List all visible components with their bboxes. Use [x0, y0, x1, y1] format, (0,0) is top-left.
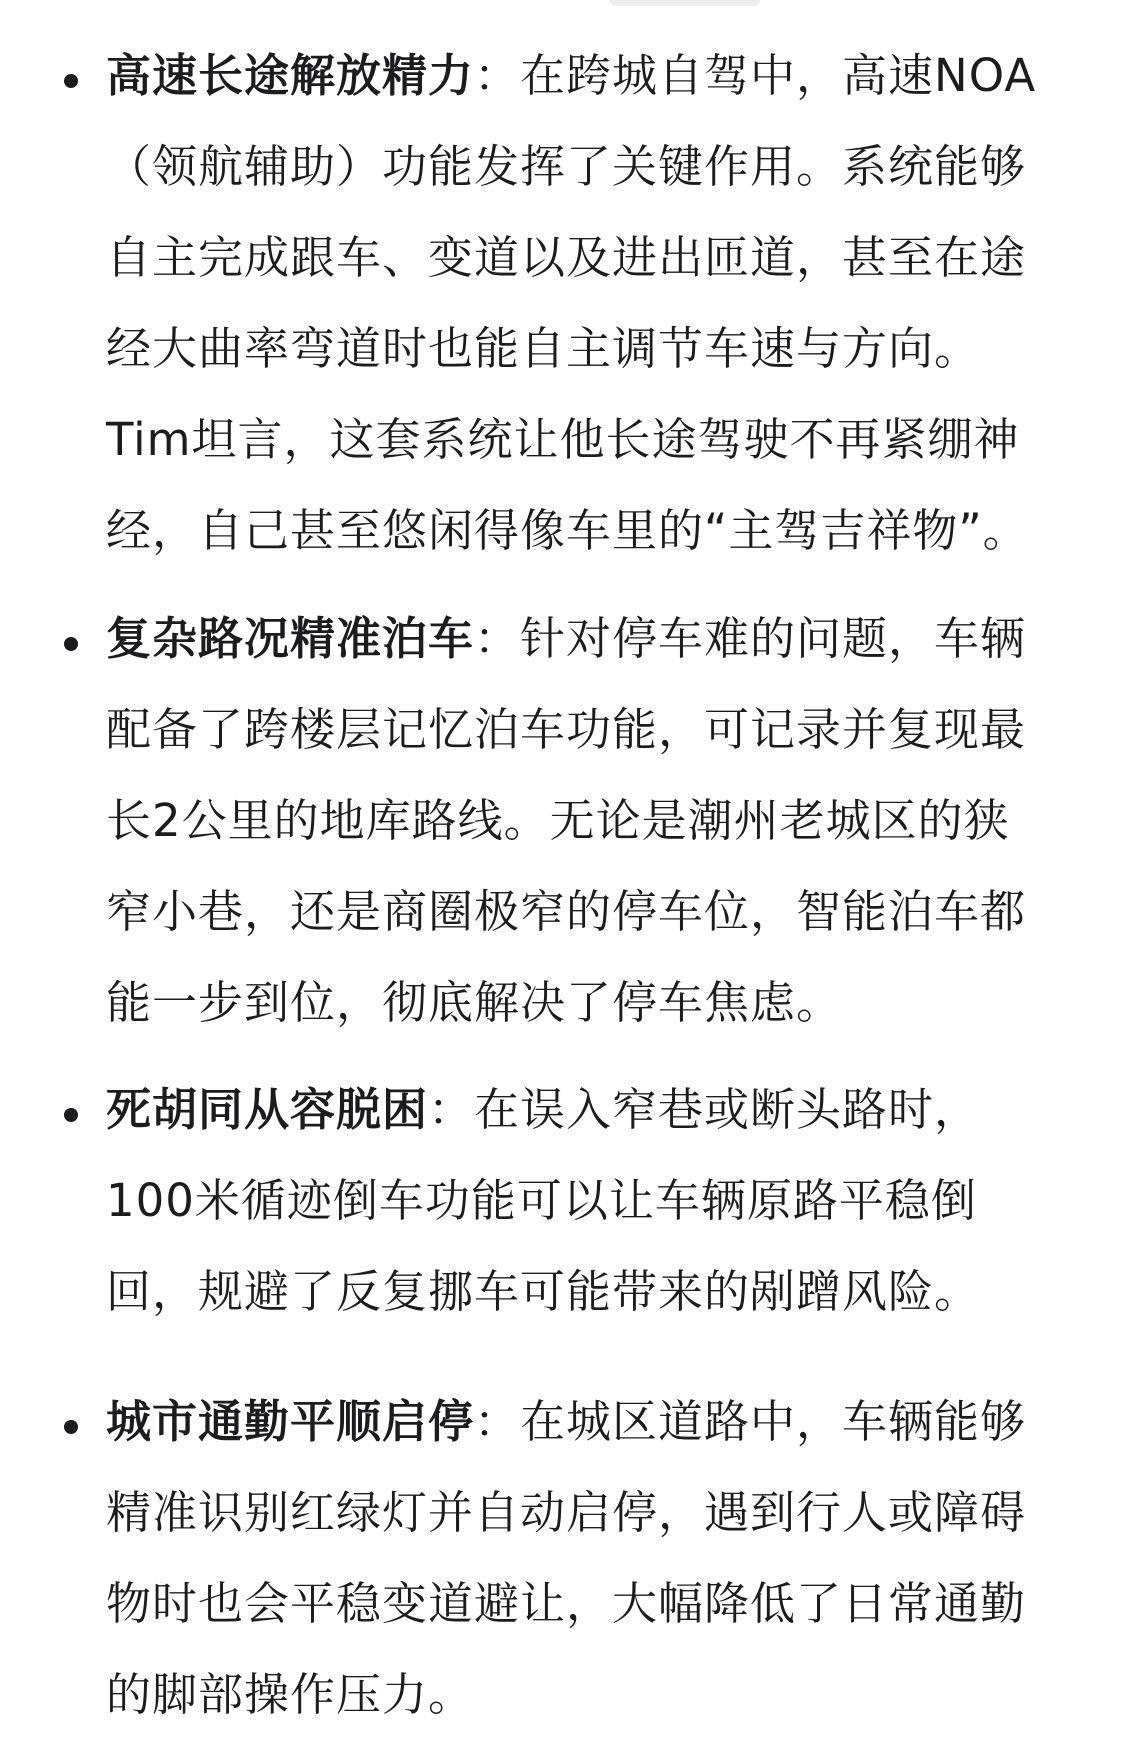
text-line: 能一步到位，彻底解决了停车焦虑。 — [106, 976, 843, 1029]
text-line: 自主完成跟车、变道以及进出匝道，甚至在途 — [106, 231, 1027, 284]
bullet-dot-icon — [64, 74, 78, 88]
bullet-dot-icon — [64, 637, 78, 651]
heading-colon: ： — [474, 1395, 521, 1448]
item-heading: 死胡同从容脱困 — [106, 1083, 429, 1136]
text-line: 窄小巷，还是商圈极窄的停车位，智能泊车都 — [106, 885, 1027, 938]
text-line-rest: 在城区道路中，车辆能够 — [520, 1395, 1027, 1448]
text-line-rest: 在跨城自驾中，高速NOA — [520, 49, 1037, 102]
text-line — [106, 593, 1096, 684]
item-heading: 高速长途解放精力 — [106, 49, 475, 102]
text-line — [106, 1064, 1096, 1155]
text-line — [106, 1376, 1096, 1467]
list-item-text — [106, 30, 1096, 576]
text-line: 回，规避了反复挪车可能带来的剐蹭风险。 — [106, 1265, 981, 1318]
bullet-dot-icon — [64, 1420, 78, 1434]
text-line: 物时也会平稳变道避让，大幅降低了日常通勤 — [106, 1577, 1027, 1630]
text-line: Tim坦言，这套系统让他长途驾驶不再紧绷神 — [106, 413, 1020, 466]
heading-colon: ： — [428, 1083, 475, 1136]
text-line: （领航辅助）功能发挥了关键作用。系统能够 — [106, 140, 1027, 193]
bullet-dot-icon — [64, 1108, 78, 1122]
text-line — [106, 30, 1096, 121]
heading-colon: ： — [474, 49, 521, 102]
heading-colon: ： — [474, 612, 521, 665]
text-line-rest: 在误入窄巷或断头路时， — [474, 1083, 981, 1136]
text-line: 100米循迹倒车功能可以让车辆原路平稳倒 — [106, 1174, 977, 1227]
item-heading: 城市通勤平顺启停 — [106, 1395, 475, 1448]
item-heading: 复杂路况精准泊车 — [106, 612, 475, 665]
text-line: 配备了跨楼层记忆泊车功能，可记录并复现最 — [106, 703, 1027, 756]
list-item-text — [106, 1064, 1096, 1337]
text-line: 经，自己甚至悠闲得像车里的“主驾吉祥物”。 — [106, 504, 1029, 557]
text-line-rest: 针对停车难的问题，车辆 — [520, 612, 1027, 665]
list-item-text — [106, 1376, 1096, 1740]
text-line: 的脚部操作压力。 — [106, 1668, 475, 1721]
text-line: 精准识别红绿灯并自动启停，遇到行人或障碍 — [106, 1486, 1027, 1539]
text-line: 长2公里的地库路线。无论是潮州老城区的狭 — [106, 794, 1010, 847]
top-scroll-edge — [610, 0, 760, 6]
text-line: 经大曲率弯道时也能自主调节车速与方向。 — [106, 322, 981, 375]
list-item-text — [106, 593, 1096, 1048]
